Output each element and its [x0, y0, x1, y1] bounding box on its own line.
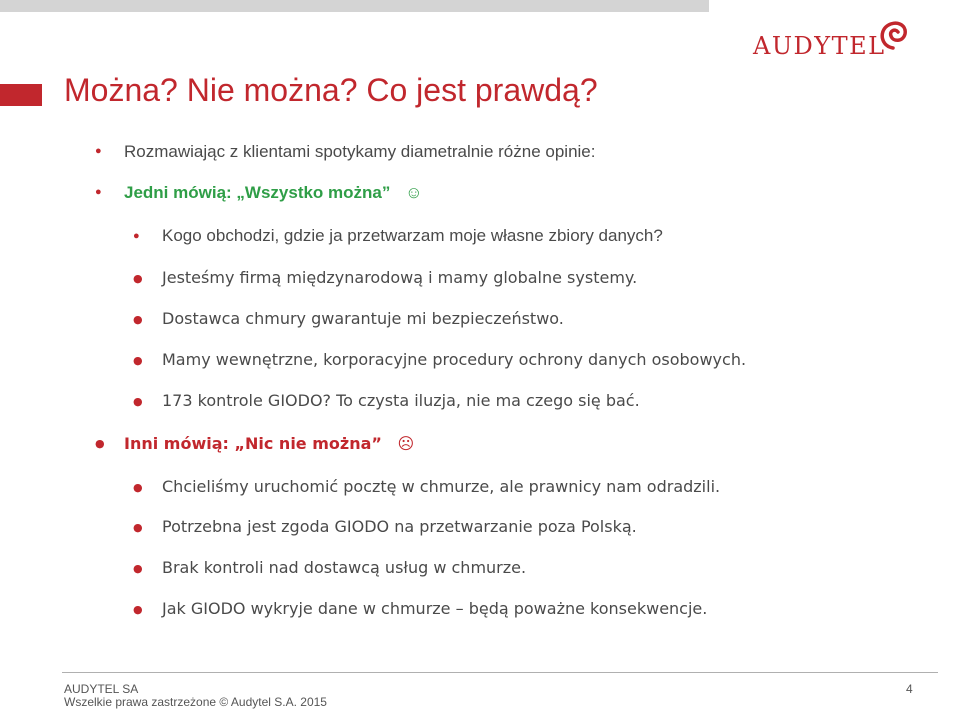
- top-bar: [0, 0, 709, 12]
- bullet-icon: ●: [133, 230, 140, 242]
- list-item: [133, 599, 708, 618]
- bullet-icon: ●: [95, 145, 102, 157]
- list-item-text: Jesteśmy firmą międzynarodową i mamy globalne systemy.: [162, 268, 638, 287]
- bullet-icon: ●: [133, 603, 143, 616]
- logo-swirl-icon: [873, 14, 913, 54]
- footer-copyright: Wszelkie prawa zastrzeżone © Audytel S.A. 2015: [64, 695, 327, 709]
- bullet-icon: ●: [133, 521, 143, 534]
- bullet-icon: ●: [133, 354, 143, 367]
- page-number: 4: [906, 682, 913, 696]
- logo-text: AUDYTEL: [753, 32, 886, 60]
- list-item-text: Jak GIODO wykryje dane w chmurze – będą poważne konsekwencje.: [162, 599, 708, 618]
- list-item-text: 173 kontrole GIODO? To czysta iluzja, nie ma czego się bać.: [162, 391, 640, 410]
- negative-heading: Inni mówią: „Nic nie można”: [124, 434, 382, 453]
- positive-heading-item: [95, 183, 423, 203]
- list-item: [133, 517, 637, 536]
- frown-icon: ☹: [397, 434, 415, 453]
- bullet-icon: ●: [133, 481, 143, 494]
- list-item-text: Chcieliśmy uruchomić pocztę w chmurze, ale prawnicy nam odradzili.: [162, 477, 721, 496]
- smile-icon: ☺: [405, 183, 423, 202]
- list-item: [133, 226, 663, 246]
- bullet-icon: ●: [95, 186, 102, 198]
- footer-divider: [62, 672, 938, 673]
- list-item-text: Dostawca chmury gwarantuje mi bezpieczeństwo.: [162, 309, 564, 328]
- list-item-text: Brak kontroli nad dostawcą usług w chmurze.: [162, 558, 527, 577]
- list-item: [133, 350, 747, 369]
- title-marker: [0, 84, 42, 106]
- list-item-text: Potrzebna jest zgoda GIODO na przetwarzanie poza Polską.: [162, 517, 637, 536]
- intro-item: [95, 142, 596, 162]
- page-title: Można? Nie można? Co jest prawdą?: [64, 72, 598, 108]
- bullet-icon: ●: [133, 395, 143, 408]
- footer-company: AUDYTEL SA: [64, 682, 139, 696]
- list-item: [133, 477, 721, 496]
- bullet-icon: ●: [95, 437, 105, 450]
- list-item: [133, 309, 564, 328]
- list-item: [133, 268, 638, 287]
- bullet-icon: ●: [133, 313, 143, 326]
- bullet-icon: ●: [133, 562, 143, 575]
- positive-heading: Jedni mówią: „Wszystko można”: [124, 183, 391, 202]
- negative-heading-item: [95, 434, 415, 453]
- audytel-logo: [753, 14, 923, 58]
- intro-text: Rozmawiając z klientami spotykamy diametralnie różne opinie:: [124, 142, 596, 161]
- list-item: [133, 558, 527, 577]
- list-item: [133, 391, 640, 410]
- bullet-icon: ●: [133, 272, 143, 285]
- list-item-text: Kogo obchodzi, gdzie ja przetwarzam moje własne zbiory danych?: [162, 226, 663, 245]
- list-item-text: Mamy wewnętrzne, korporacyjne procedury ochrony danych osobowych.: [162, 350, 747, 369]
